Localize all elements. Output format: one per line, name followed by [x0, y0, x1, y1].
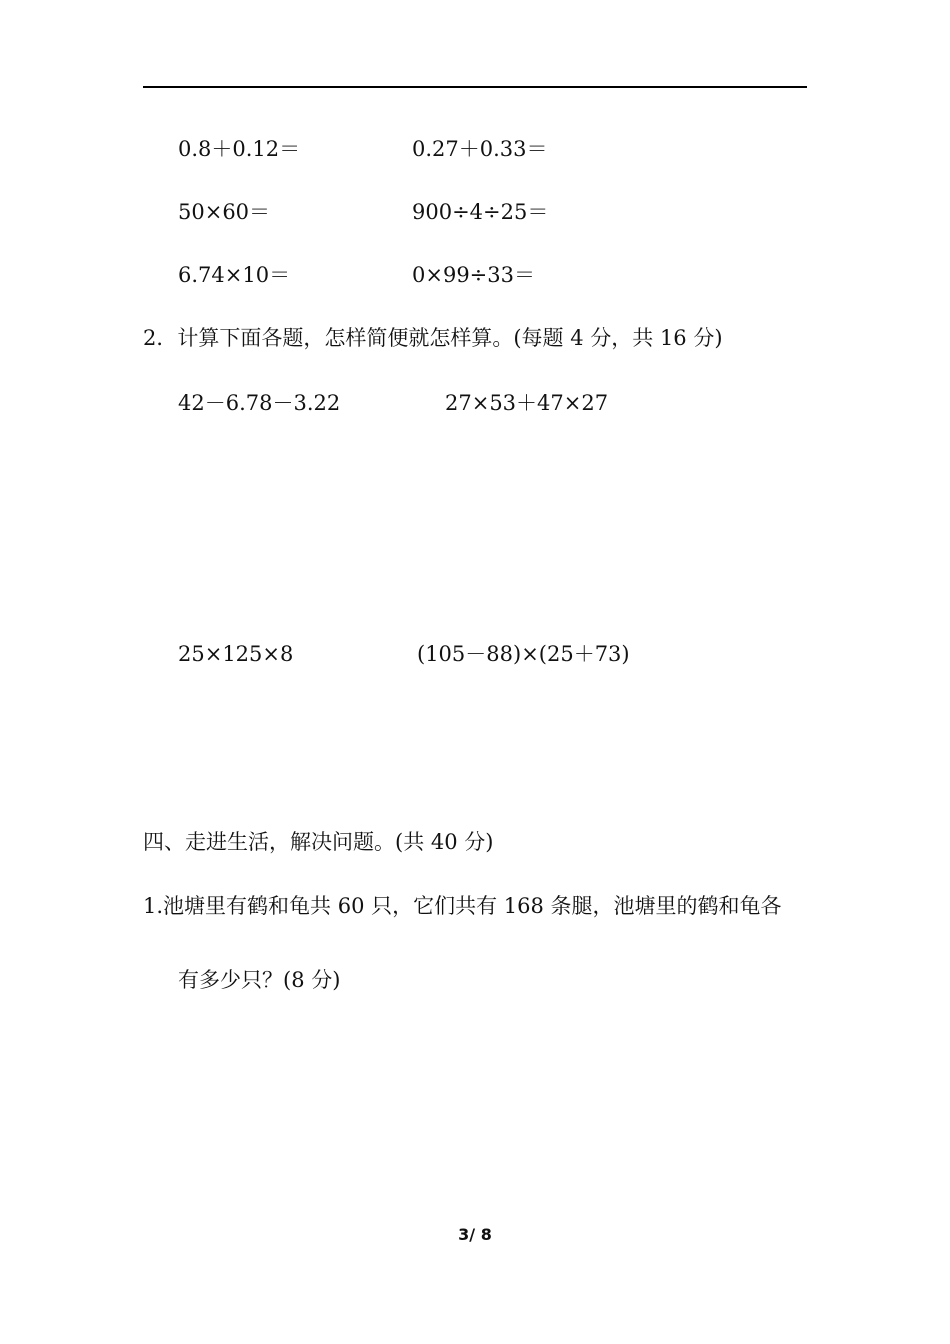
question-2-heading: 2．计算下面各题，怎样简便就怎样算。(每题 4 分，共 16 分) — [143, 326, 723, 350]
q2-problem-3: 25×125×8 — [178, 642, 294, 666]
mental-math-right-1: 0.27＋0.33＝ — [412, 137, 548, 161]
section-4-question-1-line-2: 有多少只？(8 分) — [178, 968, 341, 992]
mental-math-right-2: 900÷4÷25＝ — [412, 200, 549, 224]
header-rule — [143, 86, 807, 88]
mental-math-left-1: 0.8＋0.12＝ — [178, 137, 301, 161]
mental-math-right-3: 0×99÷33＝ — [412, 263, 535, 287]
section-4-question-1-line-1: 1.池塘里有鹤和龟共 60 只，它们共有 168 条腿，池塘里的鹤和龟各 — [143, 894, 782, 918]
mental-math-left-3: 6.74×10＝ — [178, 263, 291, 287]
q2-problem-4: (105－88)×(25＋73) — [417, 642, 630, 666]
q2-problem-2: 27×53＋47×27 — [445, 391, 609, 415]
section-4-heading: 四、走进生活，解决问题。(共 40 分) — [143, 830, 494, 854]
q2-problem-1: 42－6.78－3.22 — [178, 391, 341, 415]
mental-math-left-2: 50×60＝ — [178, 200, 271, 224]
page-number: 3/ 8 — [458, 1225, 492, 1244]
